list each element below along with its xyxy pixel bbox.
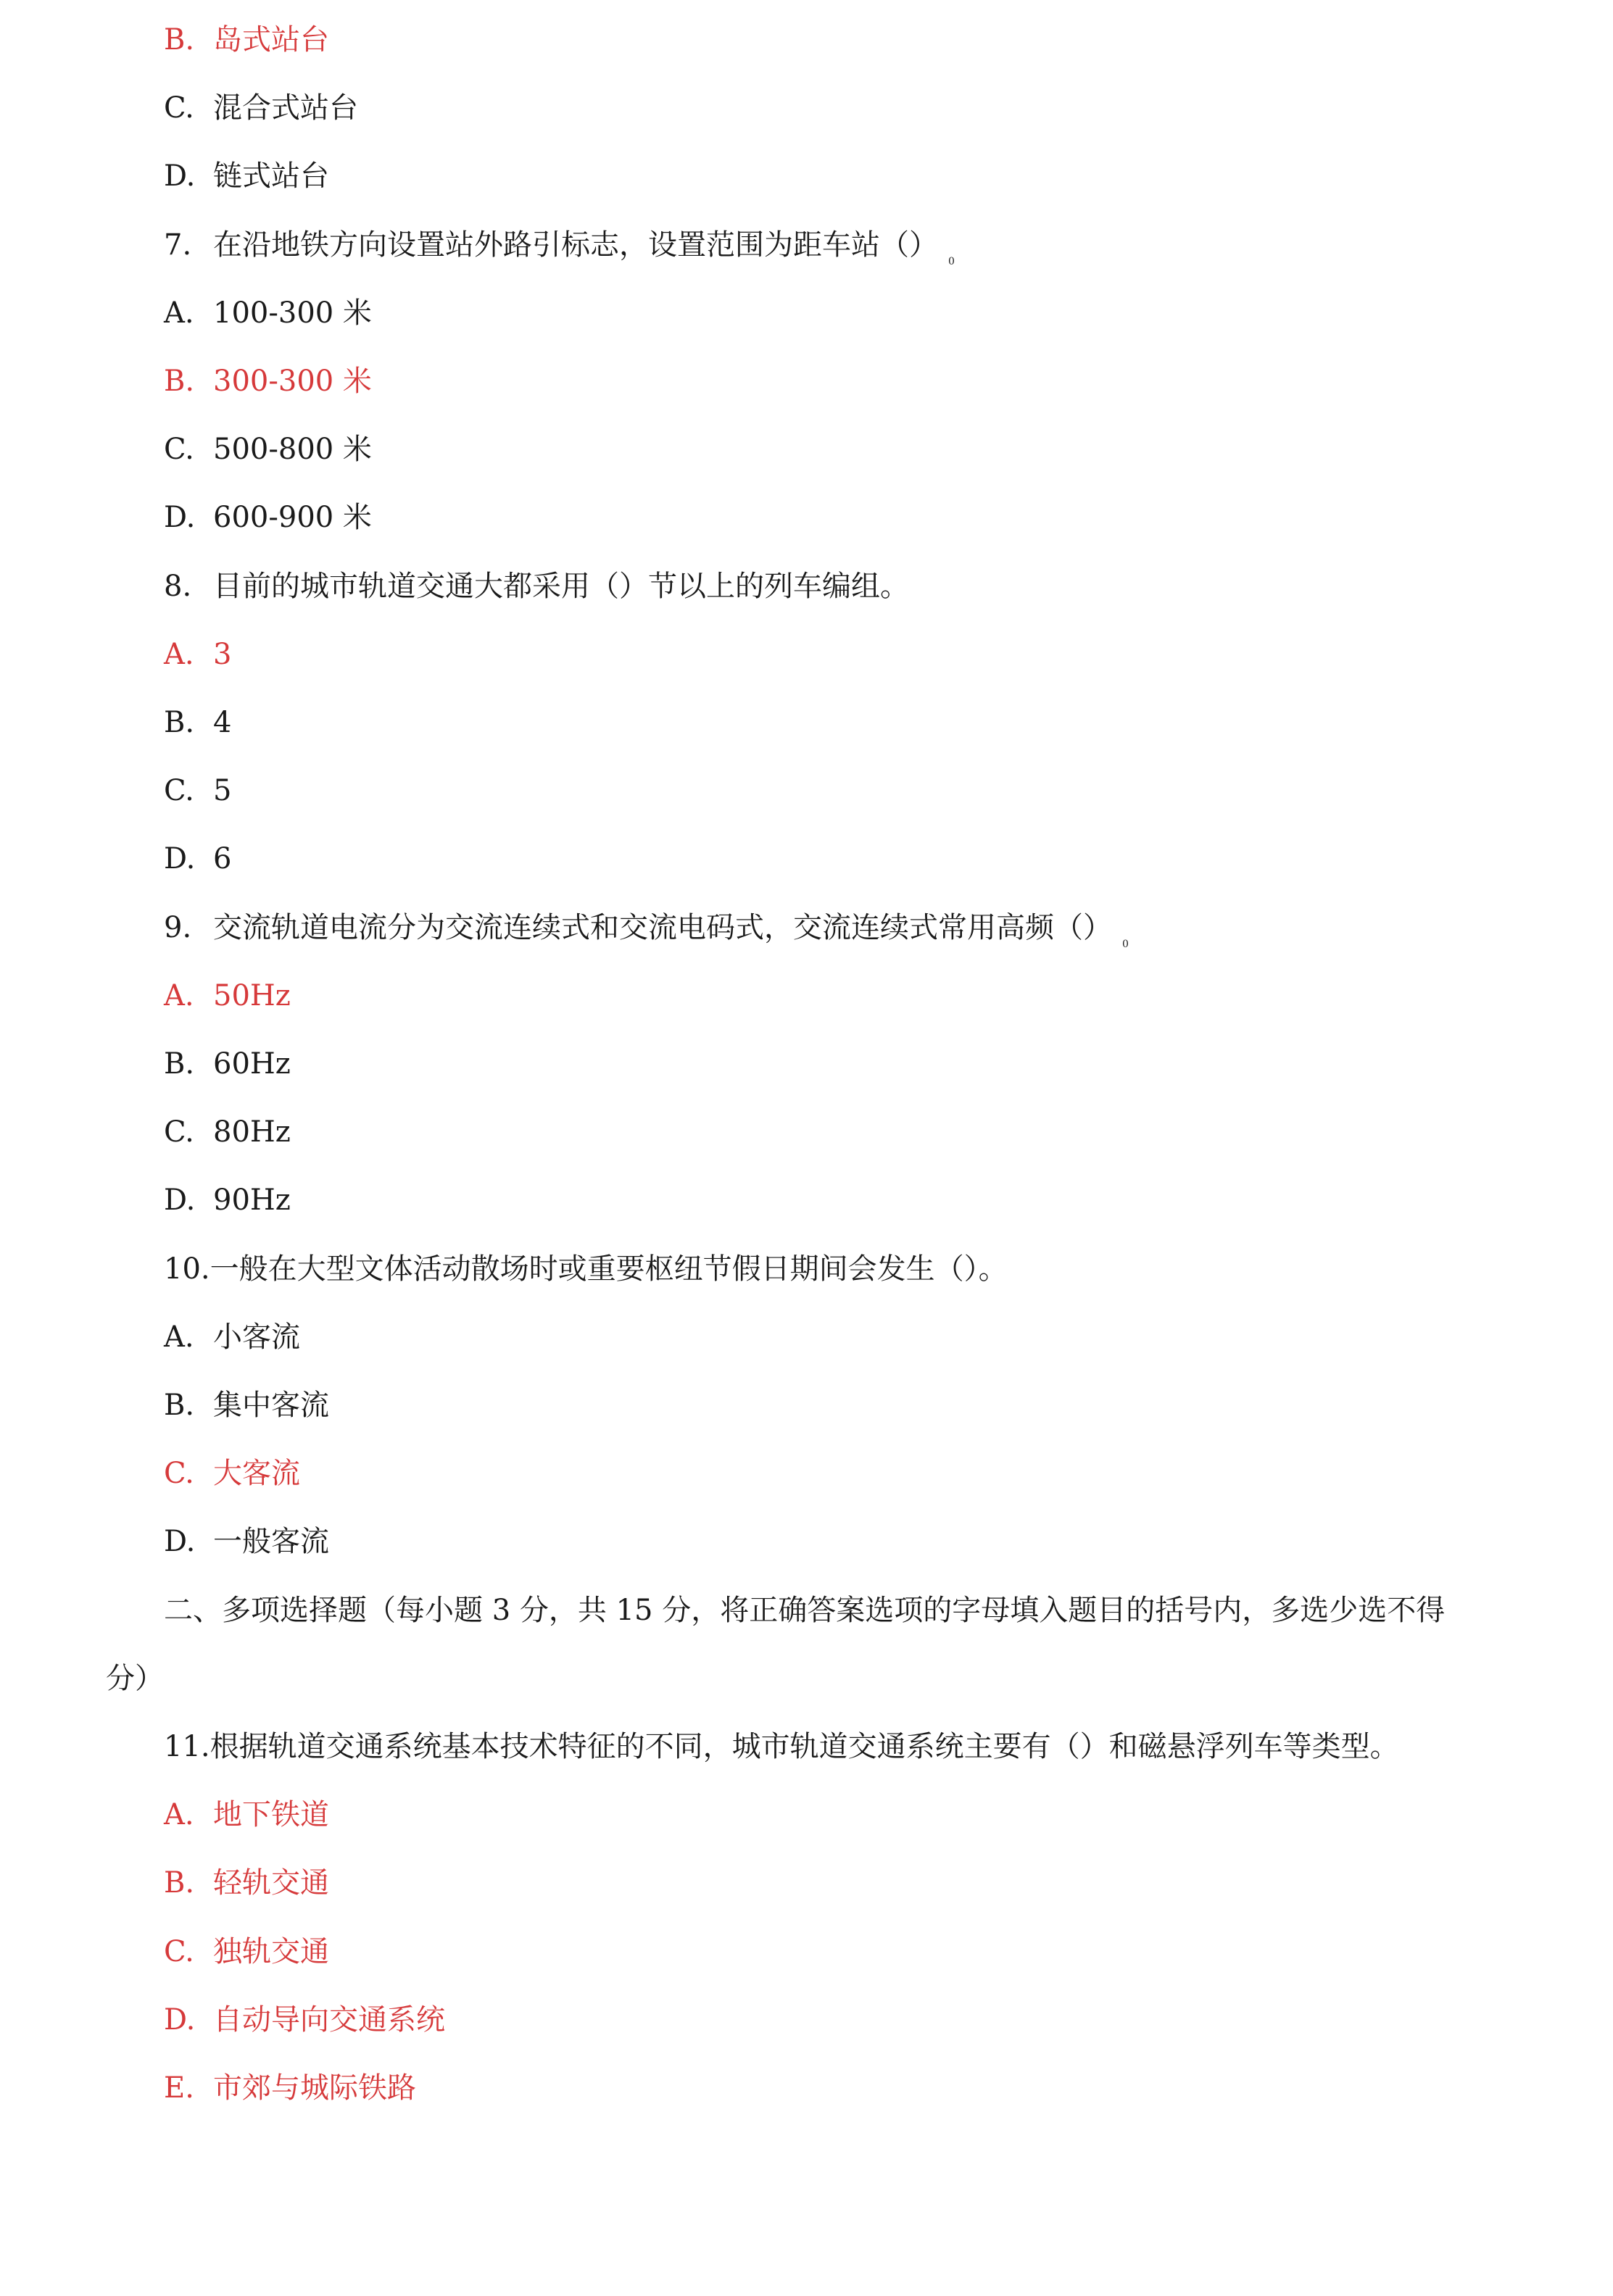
option-letter: B.	[164, 1047, 195, 1081]
heading-text: 二、多项选择题（每小题 3 分，共 15 分，将正确答案选项的字母填入题目的括号内，多选少选不得	[164, 1593, 1446, 1627]
option-letter: D.	[164, 1184, 196, 1218]
option-text: 300-300 米	[213, 365, 372, 398]
option-text: 链式站台	[213, 159, 329, 194]
option-text: 50Hz	[213, 978, 291, 1012]
answer-option	[164, 22, 329, 57]
question-text: 一般在大型文体活动散场时或重要枢纽节假日期间会发生（）。	[210, 1252, 1008, 1286]
option-letter: B.	[164, 1389, 195, 1422]
option-text: 轻轨交通	[213, 1866, 329, 1900]
option-text: 独轨交通	[213, 1934, 329, 1968]
option-letter: C.	[164, 1934, 194, 1968]
answer-option	[164, 1115, 291, 1149]
option-letter: C.	[164, 1115, 194, 1149]
question	[164, 569, 909, 604]
option-text: 100-300 米	[213, 296, 372, 330]
answer-option	[164, 500, 372, 535]
question-text: 交流轨道电流分为交流连续式和交流电码式，交流连续式常用高频（）	[213, 910, 1112, 944]
question-suffix-mark: 0	[1122, 938, 1129, 950]
option-text: 岛式站台	[213, 23, 329, 57]
answer-option	[164, 1865, 329, 1900]
question-text: 根据轨道交通系统基本技术特征的不同，城市轨道交通系统主要有（）和磁悬浮列车等类型。	[210, 1730, 1399, 1763]
option-text: 自动导向交通系统	[213, 2002, 445, 2037]
question-text: 在沿地铁方向设置站外路引标志，设置范围为距车站（）	[213, 228, 938, 262]
option-text: 小客流	[213, 1320, 300, 1354]
answer-option	[164, 364, 372, 399]
option-letter: D.	[164, 501, 196, 535]
option-text: 集中客流	[213, 1389, 329, 1422]
question-number: 9.	[164, 910, 192, 944]
answer-option	[164, 1320, 300, 1355]
option-letter: D.	[164, 1525, 196, 1559]
option-letter: A.	[164, 1798, 194, 1832]
option-text: 6	[213, 842, 232, 876]
section-heading	[164, 1593, 1445, 1628]
answer-option	[164, 2071, 416, 2105]
option-letter: B.	[164, 706, 195, 739]
answer-option	[164, 1388, 329, 1423]
option-letter: C.	[164, 1457, 194, 1491]
answer-option	[164, 978, 291, 1013]
option-letter: E.	[164, 2071, 194, 2105]
answer-option	[164, 159, 329, 194]
question	[164, 1252, 1008, 1286]
option-letter: B.	[164, 23, 195, 57]
answer-option	[164, 1797, 329, 1832]
heading-text: 分）	[106, 1661, 164, 1695]
answer-option	[164, 1183, 291, 1218]
option-text: 60Hz	[213, 1047, 291, 1081]
answer-option	[164, 637, 231, 672]
answer-option	[164, 705, 231, 740]
option-letter: A.	[164, 637, 194, 671]
answer-option	[164, 841, 231, 876]
option-text: 一般客流	[213, 1525, 329, 1559]
option-letter: D.	[164, 2002, 196, 2037]
option-letter: B.	[164, 1866, 195, 1900]
question-text: 目前的城市轨道交通大都采用（）节以上的列车编组。	[213, 569, 909, 603]
option-letter: A.	[164, 978, 194, 1012]
answer-option	[164, 432, 372, 467]
option-text: 3	[213, 637, 232, 671]
option-letter: D.	[164, 159, 196, 194]
option-letter: D.	[164, 842, 196, 876]
option-text: 600-900 米	[213, 501, 372, 535]
question-number: 8.	[164, 569, 192, 603]
question-suffix-mark: 0	[948, 255, 955, 267]
option-text: 混合式站台	[213, 91, 358, 125]
question	[164, 910, 1129, 962]
option-text: 市郊与城际铁路	[213, 2071, 416, 2105]
option-letter: C.	[164, 433, 194, 467]
option-letter: A.	[164, 296, 194, 330]
answer-option	[164, 2002, 445, 2037]
question-number: 10.	[164, 1252, 210, 1286]
answer-option	[164, 773, 231, 808]
answer-option	[164, 1456, 300, 1491]
answer-option	[164, 1934, 329, 1969]
option-letter: C.	[164, 91, 194, 125]
answer-option	[164, 1524, 329, 1559]
question	[164, 228, 955, 279]
answer-option	[164, 1047, 291, 1081]
option-letter: A.	[164, 1320, 194, 1354]
question	[164, 1729, 1399, 1764]
option-text: 500-800 米	[213, 433, 372, 467]
question-number: 7.	[164, 228, 192, 262]
option-text: 地下铁道	[213, 1798, 329, 1832]
answer-option	[164, 296, 372, 330]
section-heading-continuation	[106, 1661, 164, 1696]
option-text: 4	[213, 706, 232, 739]
option-text: 5	[213, 774, 232, 808]
option-letter: C.	[164, 774, 194, 808]
option-text: 大客流	[213, 1457, 300, 1491]
option-letter: B.	[164, 365, 195, 398]
answer-option	[164, 91, 358, 125]
question-number: 11.	[164, 1730, 210, 1763]
option-text: 90Hz	[213, 1184, 291, 1218]
option-text: 80Hz	[213, 1115, 291, 1149]
